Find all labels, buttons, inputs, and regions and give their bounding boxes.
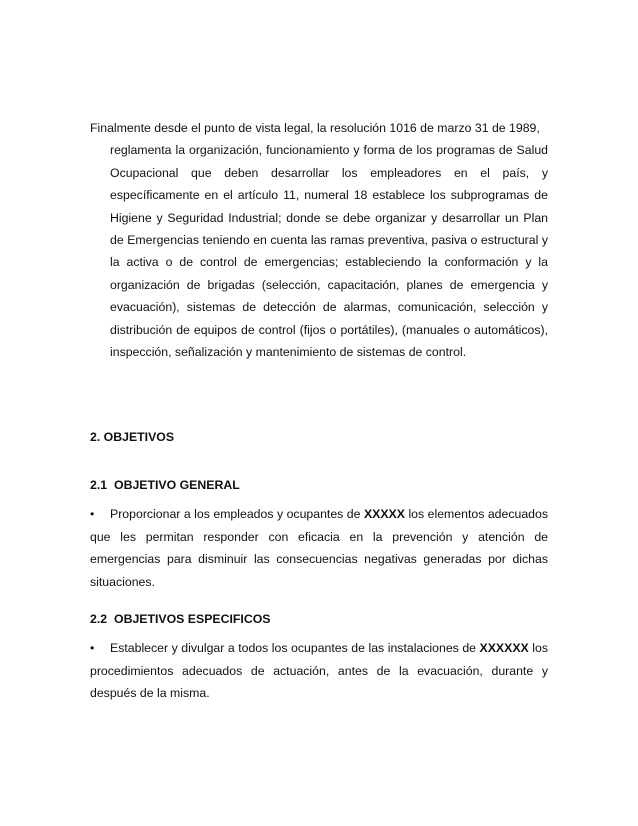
section-heading-objetivos: 2. OBJETIVOS (90, 430, 175, 444)
placeholder-company-name: XXXXXX (479, 641, 529, 655)
bullet-icon: • (90, 507, 95, 521)
paragraph-text-after: los elementos adecuados que les permitan responder con eficacia en la prevención y atención de emergencias para disminuir las consecuencias negativas generadas por dichas situaciones. (90, 507, 548, 589)
section-heading-objetivos-especificos (90, 612, 270, 626)
section-number: 2.1 (90, 478, 108, 492)
bullet-icon: • (90, 641, 95, 655)
intro-first-line: Finalmente desde el punto de vista legal, la resolución 1016 de marzo 31 de 1989, (90, 121, 540, 135)
objetivos-especificos-paragraph (90, 637, 548, 705)
section-number: 2.2 (90, 612, 108, 626)
placeholder-company-name: XXXXX (363, 507, 405, 521)
objetivo-general-paragraph (90, 503, 548, 593)
paragraph-text-before: Proporcionar a los empleados y ocupantes de (110, 507, 361, 521)
section-heading-objetivo-general (90, 478, 240, 492)
section-title: OBJETIVO GENERAL (114, 478, 240, 492)
intro-indented-text: reglamenta la organización, funcionamiento y forma de los programas de Salud Ocupacional que deben desarrollar los empleadores en el país, y específicamente en el artículo 11, numeral 18 establece los subprogramas de Higiene y Seguridad Industrial; donde se debe organizar y desarrollar un Plan de Emergencias teniendo en cuenta las ramas preventiva, pasiva o estructural y la activa o de control de emergencias; estableciendo la conformación y la organización de brigadas (selección, capacitación, planes de emergencia y evacuación), sistemas de detección de alarmas, comunicación, selección y distribución de equipos de control (fijos o portátiles), (manuales o automáticos), inspección, señalización y mantenimiento de sistemas de control. (110, 143, 548, 360)
intro-paragraph (90, 117, 548, 363)
paragraph-text-before: Establecer y divulgar a todos los ocupantes de las instalaciones de (110, 641, 477, 655)
paragraph-text-after: los procedimientos adecuados de actuación, antes de la evacuación, durante y después de la misma. (90, 641, 548, 701)
section-title: OBJETIVOS ESPECIFICOS (114, 612, 271, 626)
